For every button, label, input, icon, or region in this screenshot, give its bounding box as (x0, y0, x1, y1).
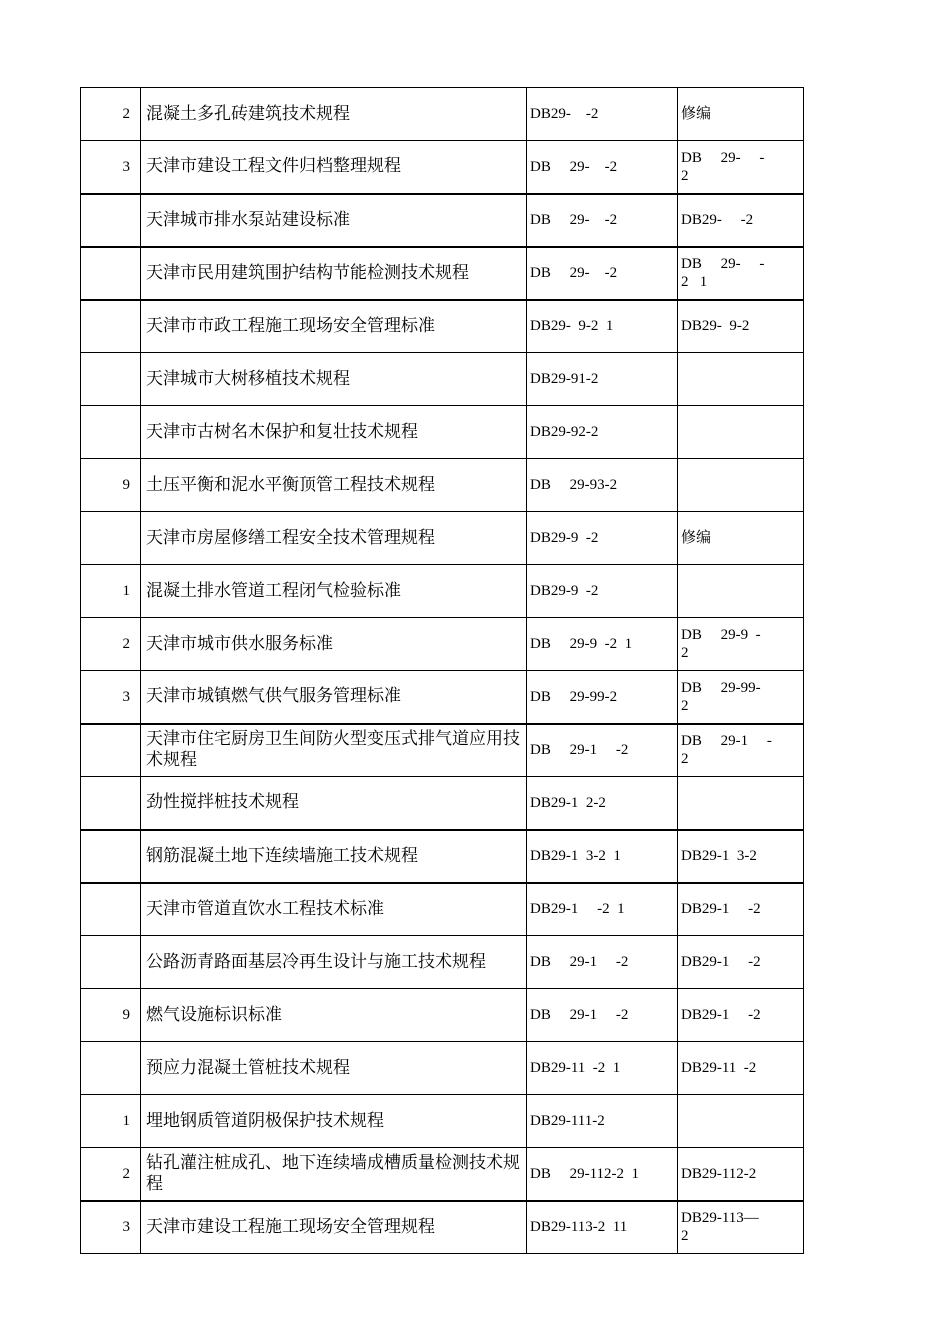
row-number (81, 830, 141, 883)
revision-note (678, 777, 804, 830)
standard-name: 公路沥青路面基层冷再生设计与施工技术规程 (141, 936, 527, 989)
row-number (81, 300, 141, 353)
row-number: 2 (81, 618, 141, 671)
standard-code: DB 29- -2 (527, 247, 678, 300)
table-row (81, 353, 804, 406)
revision-note: DB29-1 -2 (678, 883, 804, 936)
row-number (81, 353, 141, 406)
row-number: 9 (81, 459, 141, 512)
standard-code: DB 29-112-2 1 (527, 1148, 678, 1201)
table-row (81, 247, 804, 300)
standard-code: DB 29-1 -2 (527, 936, 678, 989)
revision-note (678, 406, 804, 459)
standards-table (80, 87, 803, 1254)
table-row (81, 141, 804, 194)
standard-code: DB29-9 -2 (527, 565, 678, 618)
table-row (81, 512, 804, 565)
table-row (81, 883, 804, 936)
row-number (81, 1042, 141, 1095)
revision-note (678, 459, 804, 512)
revision-note (678, 1095, 804, 1148)
row-number: 9 (81, 989, 141, 1042)
table-body (81, 88, 804, 1254)
standard-name: 预应力混凝土管桩技术规程 (141, 1042, 527, 1095)
standard-name: 天津城市大树移植技术规程 (141, 353, 527, 406)
standard-name: 天津市管道直饮水工程技术标准 (141, 883, 527, 936)
row-number (81, 777, 141, 830)
row-number: 2 (81, 88, 141, 141)
table-row (81, 1201, 804, 1254)
table-row (81, 777, 804, 830)
standard-name: 劲性搅拌桩技术规程 (141, 777, 527, 830)
row-number: 1 (81, 565, 141, 618)
standard-name: 混凝土排水管道工程闭气检验标准 (141, 565, 527, 618)
row-number: 3 (81, 1201, 141, 1254)
table-row (81, 618, 804, 671)
row-number (81, 883, 141, 936)
table-row (81, 1042, 804, 1095)
table-row (81, 565, 804, 618)
table-row (81, 459, 804, 512)
standard-code: DB 29- -2 (527, 141, 678, 194)
table-row (81, 936, 804, 989)
standard-code: DB29-1 3-2 1 (527, 830, 678, 883)
table-row (81, 1095, 804, 1148)
revision-note: DB29-113— 2 (678, 1201, 804, 1254)
standard-name: 天津市建设工程文件归档整理规程 (141, 141, 527, 194)
revision-note: 修编 (678, 88, 804, 141)
revision-note: DB29-11 -2 (678, 1042, 804, 1095)
standard-name: 天津市建设工程施工现场安全管理规程 (141, 1201, 527, 1254)
table-row (81, 300, 804, 353)
standard-name: 混凝土多孔砖建筑技术规程 (141, 88, 527, 141)
row-number: 1 (81, 1095, 141, 1148)
revision-note: DB 29-9 - 2 (678, 618, 804, 671)
table-row (81, 989, 804, 1042)
revision-note: DB29-1 -2 (678, 989, 804, 1042)
standard-name: 天津市城镇燃气供气服务管理标准 (141, 671, 527, 724)
standard-code: DB 29-93-2 (527, 459, 678, 512)
table-row (81, 830, 804, 883)
standard-code: DB29- 9-2 1 (527, 300, 678, 353)
row-number (81, 194, 141, 247)
table-row (81, 671, 804, 724)
standard-name: 钢筋混凝土地下连续墙施工技术规程 (141, 830, 527, 883)
row-number (81, 247, 141, 300)
table-row (81, 194, 804, 247)
standard-name: 埋地钢质管道阴极保护技术规程 (141, 1095, 527, 1148)
row-number: 3 (81, 141, 141, 194)
standard-code: DB 29-1 -2 (527, 724, 678, 777)
standard-name: 天津城市排水泵站建设标准 (141, 194, 527, 247)
standard-name: 天津市古树名木保护和复壮技术规程 (141, 406, 527, 459)
row-number (81, 724, 141, 777)
standard-code: DB29-113-2 11 (527, 1201, 678, 1254)
standard-code: DB29- -2 (527, 88, 678, 141)
standard-name: 天津市住宅厨房卫生间防火型变压式排气道应用技术规程 (141, 724, 527, 777)
revision-note (678, 353, 804, 406)
table-row (81, 406, 804, 459)
revision-note: DB29-1 -2 (678, 936, 804, 989)
revision-note (678, 565, 804, 618)
standard-name: 土压平衡和泥水平衡顶管工程技术规程 (141, 459, 527, 512)
standard-name: 钻孔灌注桩成孔、地下连续墙成槽质量检测技术规程 (141, 1148, 527, 1201)
standard-code: DB 29-99-2 (527, 671, 678, 724)
standard-code: DB29-9 -2 (527, 512, 678, 565)
standard-name: 燃气设施标识标准 (141, 989, 527, 1042)
revision-note: DB29- 9-2 (678, 300, 804, 353)
standard-code: DB29-1 -2 1 (527, 883, 678, 936)
row-number: 3 (81, 671, 141, 724)
row-number (81, 512, 141, 565)
standard-name: 天津市民用建筑围护结构节能检测技术规程 (141, 247, 527, 300)
standard-code: DB29-91-2 (527, 353, 678, 406)
standard-name: 天津市市政工程施工现场安全管理标准 (141, 300, 527, 353)
standard-code: DB29-1 2-2 (527, 777, 678, 830)
row-number (81, 936, 141, 989)
revision-note: DB 29- - 2 1 (678, 247, 804, 300)
row-number: 2 (81, 1148, 141, 1201)
standard-code: DB29-111-2 (527, 1095, 678, 1148)
row-number (81, 406, 141, 459)
standard-code: DB29-92-2 (527, 406, 678, 459)
revision-note: DB 29-99- 2 (678, 671, 804, 724)
table-row (81, 724, 804, 777)
standard-code: DB 29-9 -2 1 (527, 618, 678, 671)
standard-code: DB 29-1 -2 (527, 989, 678, 1042)
revision-note: DB29-1 3-2 (678, 830, 804, 883)
revision-note: DB 29- - 2 (678, 141, 804, 194)
revision-note: DB 29-1 - 2 (678, 724, 804, 777)
standard-code: DB29-11 -2 1 (527, 1042, 678, 1095)
table-row (81, 1148, 804, 1201)
standard-code: DB 29- -2 (527, 194, 678, 247)
standard-name: 天津市房屋修缮工程安全技术管理规程 (141, 512, 527, 565)
revision-note: 修编 (678, 512, 804, 565)
revision-note: DB29- -2 (678, 194, 804, 247)
revision-note: DB29-112-2 (678, 1148, 804, 1201)
standard-name: 天津市城市供水服务标准 (141, 618, 527, 671)
table-row (81, 88, 804, 141)
